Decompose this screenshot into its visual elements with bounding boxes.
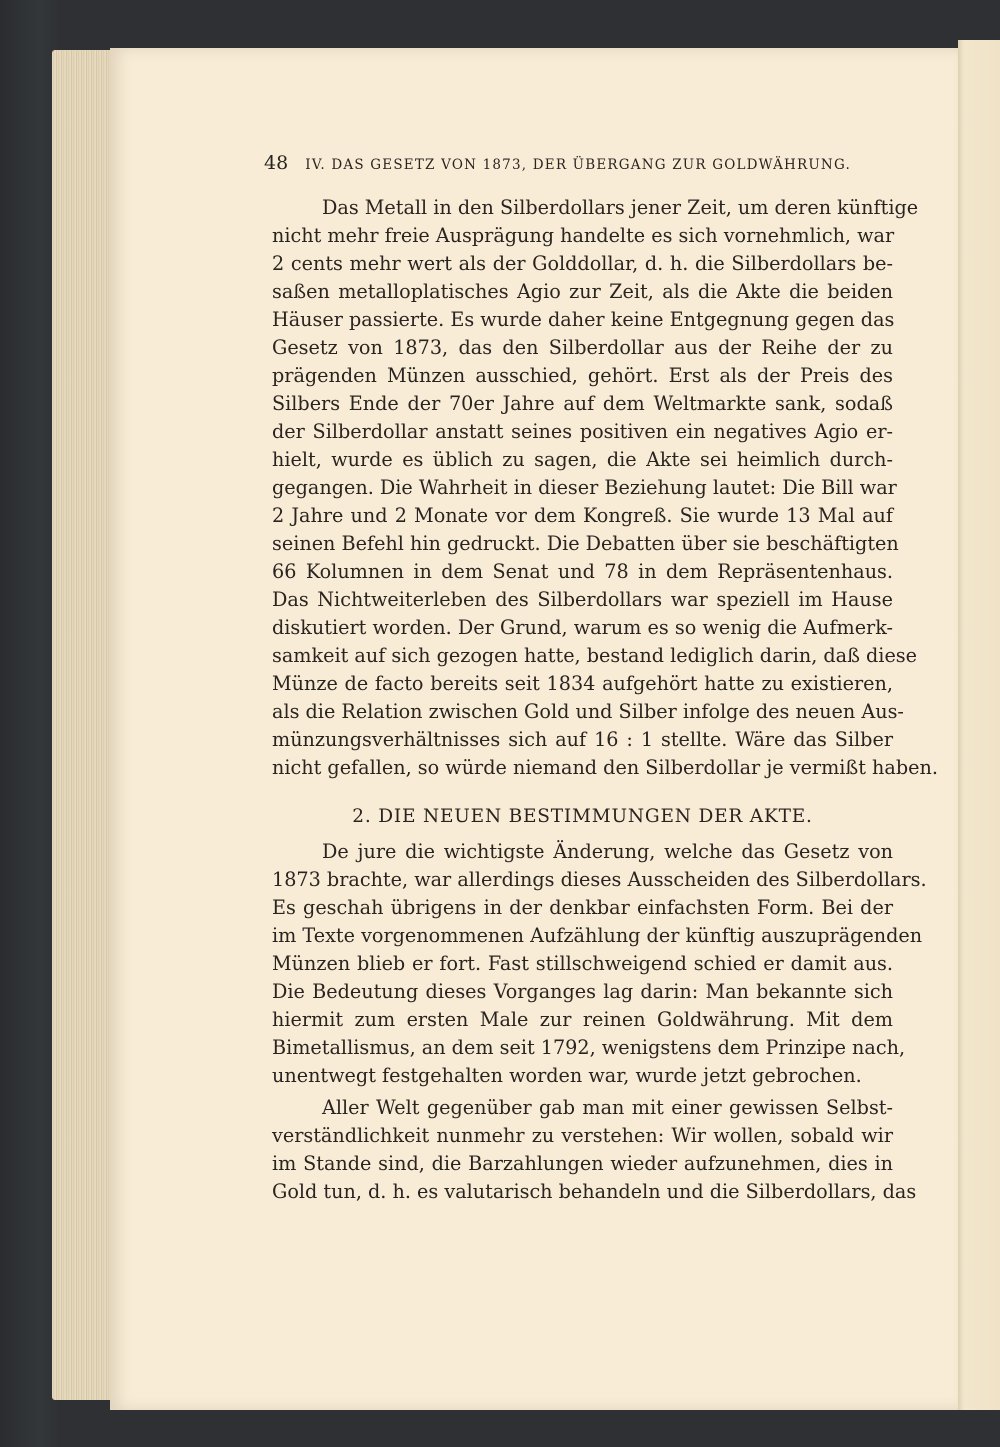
text-line: saßen metalloplatisches Agio zur Zeit, als die Akte die beiden — [272, 280, 893, 303]
text-line: Münze de facto bereits seit 1834 aufgehört hatte zu existieren, — [272, 672, 893, 695]
text-line: gegangen. Die Wahrheit in dieser Beziehung lautet: Die Bill war — [272, 476, 897, 499]
text-line: unentwegt festgehalten worden war, wurde jetzt gebrochen. — [272, 1064, 862, 1087]
text-line: im Stande sind, die Barzahlungen wieder aufzunehmen, dies in — [272, 1152, 893, 1175]
text-line: Es geschah übrigens in der denkbar einfachsten Form. Bei der — [272, 896, 893, 919]
text-line: Gesetz von 1873, das den Silberdollar aus der Reihe der zu — [272, 336, 893, 359]
text-line: seinen Befehl hin gedruckt. Die Debatten über sie beschäftigten — [272, 532, 899, 555]
text-line: Bimetallismus, an dem seit 1792, wenigstens dem Prinzipe nach, — [272, 1036, 906, 1059]
text-line: Silbers Ende der 70er Jahre auf dem Weltmarkte sank, sodaß — [272, 392, 893, 415]
paragraph-1 — [272, 194, 938, 782]
text-line: verständlichkeit nunmehr zu verstehen: Wir wollen, sobald wir — [272, 1124, 893, 1147]
text-line: nicht mehr freie Ausprägung handelte es sich vornehmlich, war — [272, 224, 895, 247]
text-line: münzungsverhältnisses sich auf 16 : 1 stellte. Wäre das Silber — [272, 728, 893, 751]
paragraph-2 — [272, 838, 927, 1090]
text-line: als die Relation zwischen Gold und Silber infolge des neuen Aus- — [272, 700, 904, 723]
section-heading: 2. DIE NEUEN BESTIMMUNGEN DER AKTE. — [352, 806, 813, 827]
text-line: 2 cents mehr wert als der Golddollar, d. h. die Silberdollars be- — [272, 252, 893, 275]
text-line: Das Metall in den Silberdollars jener Zeit, um deren künftige — [322, 196, 919, 219]
text-line: Das Nichtweiterleben des Silberdollars war speziell im Hause — [272, 588, 893, 611]
text-line: Gold tun, d. h. es valutarisch behandeln und die Silberdollars, das — [272, 1180, 917, 1203]
text-line: nicht gefallen, so würde niemand den Silberdollar je vermißt haben. — [272, 756, 938, 779]
text-line: De jure die wichtigste Änderung, welche das Gesetz von — [322, 840, 893, 863]
text-line: Aller Welt gegenüber gab man mit einer gewissen Selbst- — [322, 1096, 893, 1119]
text-line: hiermit zum ersten Male zur reinen Goldwährung. Mit dem — [272, 1008, 893, 1031]
running-header — [264, 152, 864, 180]
text-line: Münzen blieb er fort. Fast stillschweigend schied er damit aus. — [272, 952, 893, 975]
text-line: samkeit auf sich gezogen hatte, bestand lediglich darin, daß diese — [272, 644, 918, 667]
text-line: 2 Jahre und 2 Monate vor dem Kongreß. Sie wurde 13 Mal auf — [272, 504, 893, 527]
text-line: 1873 brachte, war allerdings dieses Ausscheiden des Silberdollars. — [272, 868, 927, 891]
text-line: 66 Kolumnen in dem Senat und 78 in dem Repräsentenhaus. — [272, 560, 893, 583]
text-line: Häuser passierte. Es wurde daher keine Entgegnung gegen das — [272, 308, 895, 331]
paragraph-3 — [272, 1094, 917, 1206]
text-line: Die Bedeutung dieses Vorganges lag darin: Man bekannte sich — [272, 980, 893, 1003]
text-line: diskutiert worden. Der Grund, warum es so wenig die Aufmerk- — [272, 616, 893, 639]
text-line: der Silberdollar anstatt seines positiven ein negatives Agio er- — [272, 420, 893, 443]
page-number: 48 — [264, 152, 289, 174]
running-title: IV. DAS GESETZ VON 1873, DER ÜBERGANG ZUR GOLDWÄHRUNG. — [305, 157, 851, 173]
text-line: prägenden Münzen ausschied, gehört. Erst als der Preis des — [272, 364, 893, 387]
facing-page-edge — [958, 40, 1000, 1410]
text-line: im Texte vorgenommenen Aufzählung der künftig auszuprägenden — [272, 924, 923, 947]
text-line: hielt, wurde es üblich zu sagen, die Akte sei heimlich durch- — [272, 448, 893, 471]
